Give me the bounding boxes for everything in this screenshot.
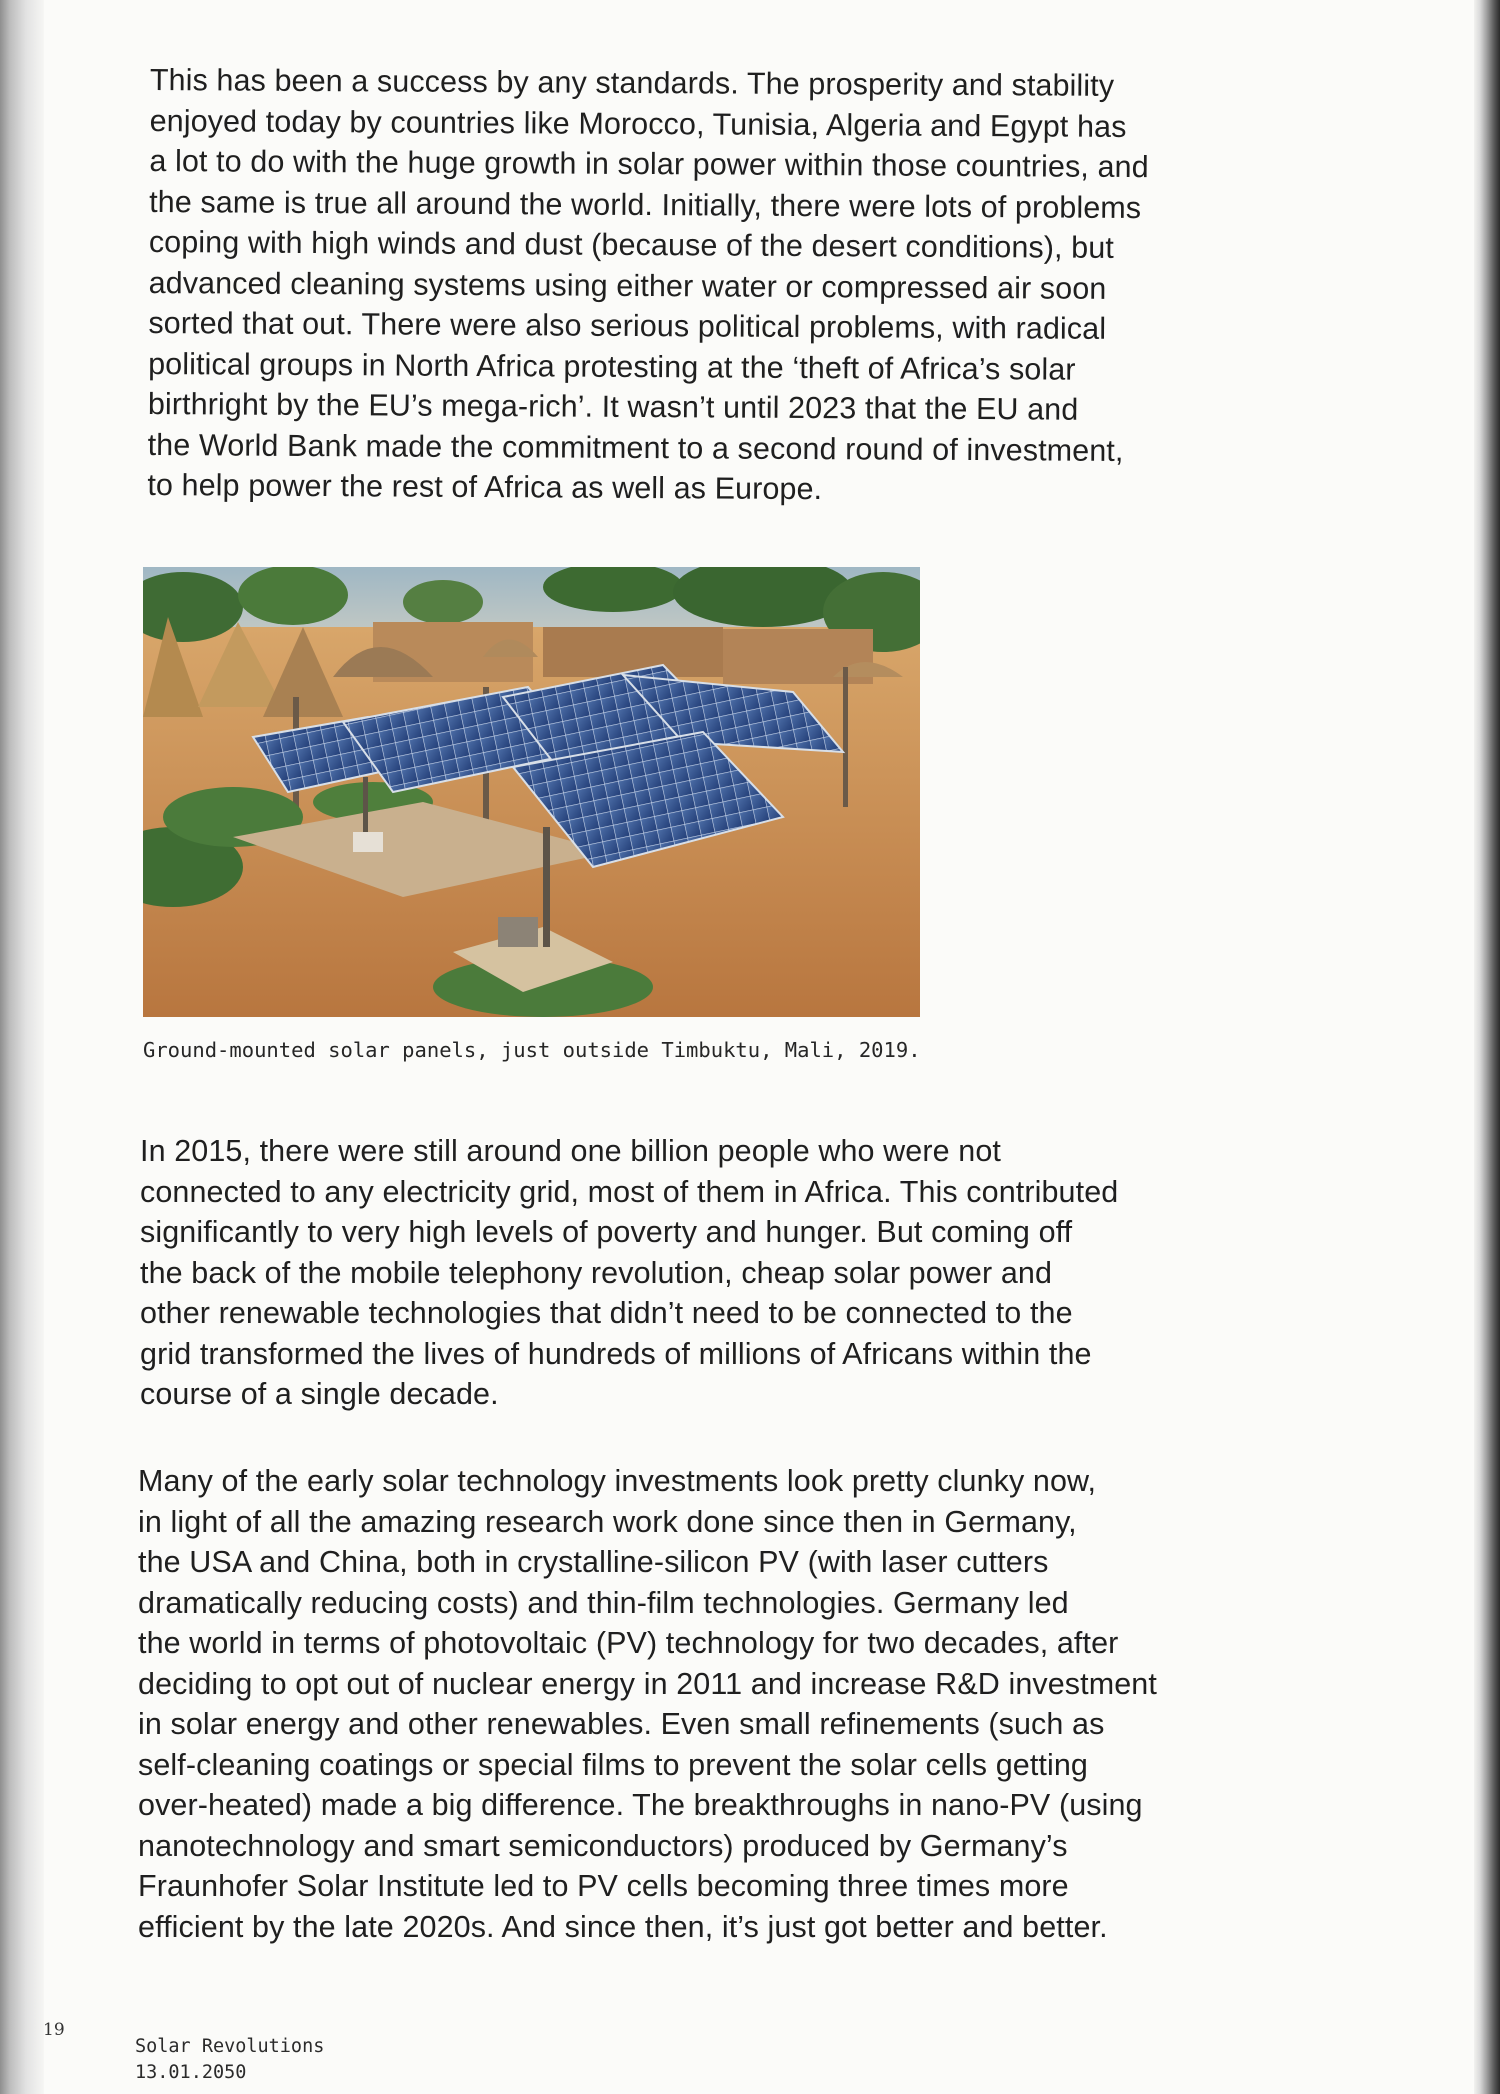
footer-title: Solar Revolutions bbox=[135, 2036, 325, 2057]
text-line: course of a single decade. bbox=[140, 1377, 499, 1411]
text-line: In 2015, there were still around one billion people who were not bbox=[140, 1134, 1001, 1168]
text-line: in solar energy and other renewables. Even small refinements (such as bbox=[138, 1707, 1105, 1741]
text-line: dramatically reducing costs) and thin-film technologies. Germany led bbox=[138, 1585, 1069, 1620]
text-line: the World Bank made the commitment to a second round of investment, bbox=[147, 427, 1124, 468]
paragraph-3 bbox=[138, 1461, 1157, 1947]
text-line: grid transformed the lives of hundreds of millions of Africans within the bbox=[140, 1336, 1092, 1371]
text-line: connected to any electricity grid, most of them in Africa. This contributed bbox=[140, 1174, 1119, 1209]
text-line: deciding to opt out of nuclear energy in 2011 and increase R&D investment bbox=[138, 1666, 1157, 1701]
text-line: in light of all the amazing research work done since then in Germany, bbox=[138, 1504, 1077, 1539]
text-line: sorted that out. There were also serious political problems, with radical bbox=[148, 305, 1107, 346]
page-edge-shadow bbox=[1474, 0, 1500, 2094]
running-footer bbox=[135, 2034, 324, 2086]
text-line: the same is true all around the world. Initially, there were lots of problems bbox=[149, 184, 1142, 225]
text-line: the world in terms of photovoltaic (PV) technology for two decades, after bbox=[138, 1626, 1119, 1660]
text-line: Many of the early solar technology investments look pretty clunky now, bbox=[138, 1464, 1097, 1498]
solar-panels-photo bbox=[143, 567, 920, 1017]
photo-illustration bbox=[143, 567, 920, 1017]
text-line: nanotechnology and smart semiconductors) produced by Germany’s bbox=[138, 1828, 1068, 1863]
page-gutter-shadow bbox=[0, 0, 44, 2094]
text-line: coping with high winds and dust (because of the desert conditions), but bbox=[148, 224, 1115, 265]
text-line: other renewable technologies that didn’t need to be connected to the bbox=[140, 1296, 1073, 1330]
figure-caption: Ground-mounted solar panels, just outside Timbuktu, Mali, 2019. bbox=[143, 1038, 921, 1062]
text-line: the back of the mobile telephony revolution, cheap solar power and bbox=[140, 1255, 1053, 1290]
text-line: significantly to very high levels of poverty and hunger. But coming off bbox=[140, 1215, 1073, 1249]
text-line: political groups in North Africa protesting at the ‘theft of Africa’s solar bbox=[148, 346, 1076, 387]
text-line: This has been a success by any standards. The prosperity and stability bbox=[149, 62, 1115, 103]
page-number: 19 bbox=[43, 2020, 65, 2040]
text-line: the USA and China, both in crystalline-silicon PV (with laser cutters bbox=[138, 1545, 1049, 1579]
paragraph-1 bbox=[147, 60, 1149, 512]
paragraph-2 bbox=[140, 1131, 1118, 1415]
text-line: birthright by the EU’s mega-rich’. It wasn’t until 2023 that the EU and bbox=[147, 386, 1079, 427]
text-line: to help power the rest of Africa as well as Europe. bbox=[147, 467, 823, 507]
text-line: self-cleaning coatings or special films to prevent the solar cells getting bbox=[138, 1747, 1088, 1782]
text-line: efficient by the late 2020s. And since then, it’s just got better and better. bbox=[138, 1909, 1108, 1944]
text-line: a lot to do with the huge growth in solar power within those countries, and bbox=[149, 143, 1149, 185]
text-line: over-heated) made a big difference. The breakthroughs in nano-PV (using bbox=[138, 1788, 1143, 1822]
footer-date: 13.01.2050 bbox=[135, 2062, 247, 2083]
text-line: advanced cleaning systems using either water or compressed air soon bbox=[148, 265, 1107, 306]
text-line: enjoyed today by countries like Morocco, Tunisia, Algeria and Egypt has bbox=[149, 103, 1127, 144]
text-line: Fraunhofer Solar Institute led to PV cells becoming three times more bbox=[138, 1869, 1069, 1903]
